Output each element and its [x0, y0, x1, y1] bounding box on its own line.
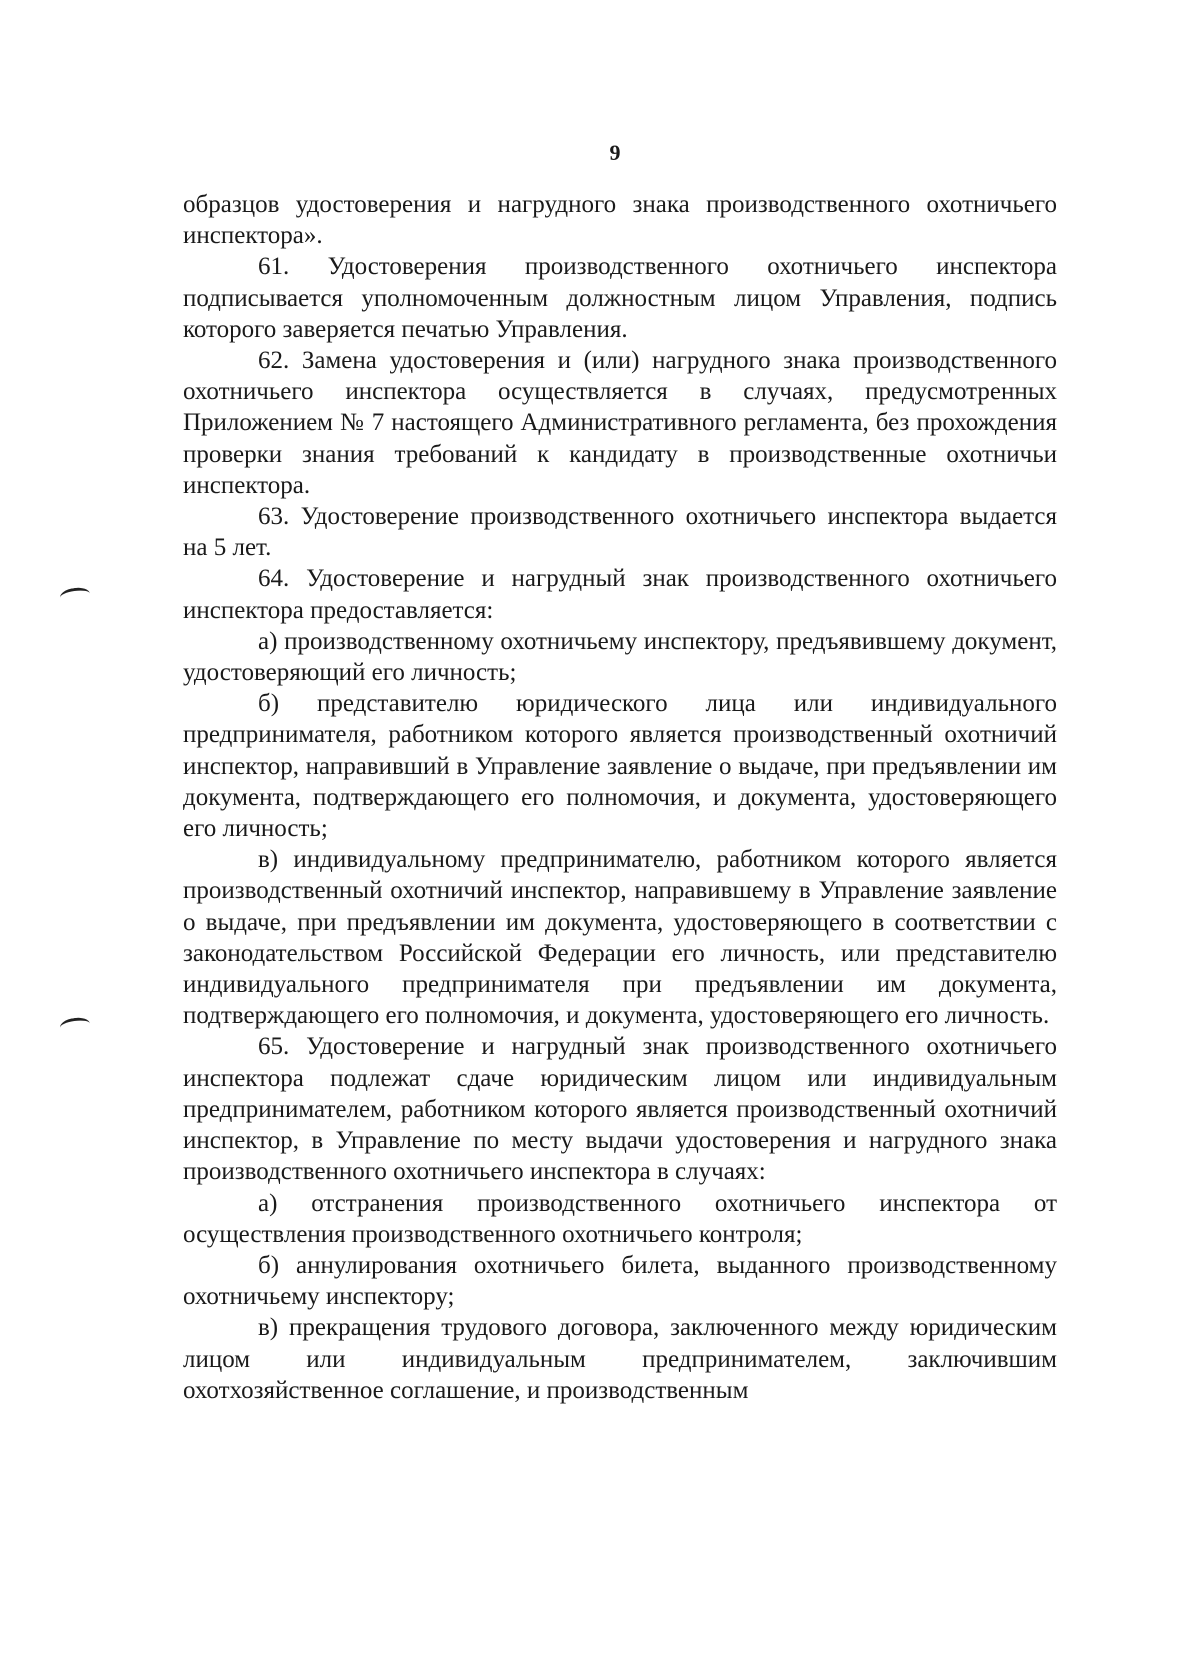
paragraph-64-v: в) индивидуальному предпринимателю, работником которого является производственный охотничий инспектор, направившему в Управление заявление о выдаче, при предъявлении им документа, удостоверяющего в соответствии с законодательством Российской Федерации его личность, или представителю индивидуального предпринимателя при предъявлении им документа, подтверждающего его полномочия, и документа, удостоверяющего его личность. — [183, 846, 1057, 1030]
paragraph-64-b: б) представителю юридического лица или индивидуального предпринимателя, работником которого является производственный охотничий инспектор, направивший в Управление заявление о выдаче, при предъявлении им документа, подтверждающего его полномочия, и документа, удостоверяющего его личность; — [183, 690, 1057, 843]
paragraph-continuation: образцов удостоверения и нагрудного знака производственного охотничьего инспектора». — [183, 191, 1057, 250]
paragraph-61: 61. Удостоверения производственного охотничьего инспектора подписывается уполномоченным должностным лицом Управления, подпись которого заверяется печатью Управления. — [183, 253, 1057, 343]
paragraph-65-v: в) прекращения трудового договора, заключенного между юридическим лицом или индивидуальным предпринимателем, заключившим охотхозяйственное соглашение, и производственным — [183, 1314, 1057, 1404]
paragraph-63: 63. Удостоверение производственного охотничьего инспектора выдается на 5 лет. — [183, 503, 1057, 562]
paragraph-62: 62. Замена удостоверения и (или) нагрудного знака производственного охотничьего инспектора осуществляется в случаях, предусмотренных Приложением № 7 настоящего Административного регламента, без прохождения проверки знания требований к кандидату в производственные охотничьи инспектора. — [183, 347, 1057, 499]
paragraph-64-a: а) производственному охотничьему инспектору, предъявившему документ, удостоверяющий его личность; — [183, 627, 1057, 687]
paragraph-64: 64. Удостоверение и нагрудный знак производственного охотничьего инспектора предоставляется: — [183, 565, 1057, 624]
page-number: 9 — [609, 140, 621, 165]
document-body — [183, 189, 1057, 1406]
paragraph-65-a: а) отстранения производственного охотничьего инспектора от осуществления производственного охотничьего контроля; — [183, 1189, 1057, 1248]
margin-mark — [59, 586, 91, 605]
margin-mark — [59, 1016, 91, 1035]
paragraph-65-b: б) аннулирования охотничьего билета, выданного производственному охотничьему инспектору; — [183, 1251, 1057, 1311]
paragraph-65: 65. Удостоверение и нагрудный знак производственного охотничьего инспектора подлежат сдаче юридическим лицом или индивидуальным предпринимателем, работником которого является производственный охотничий инспектор, в Управление по месту выдачи удостоверения и нагрудного знака производственного охотничьего инспектора в случаях: — [183, 1033, 1057, 1186]
